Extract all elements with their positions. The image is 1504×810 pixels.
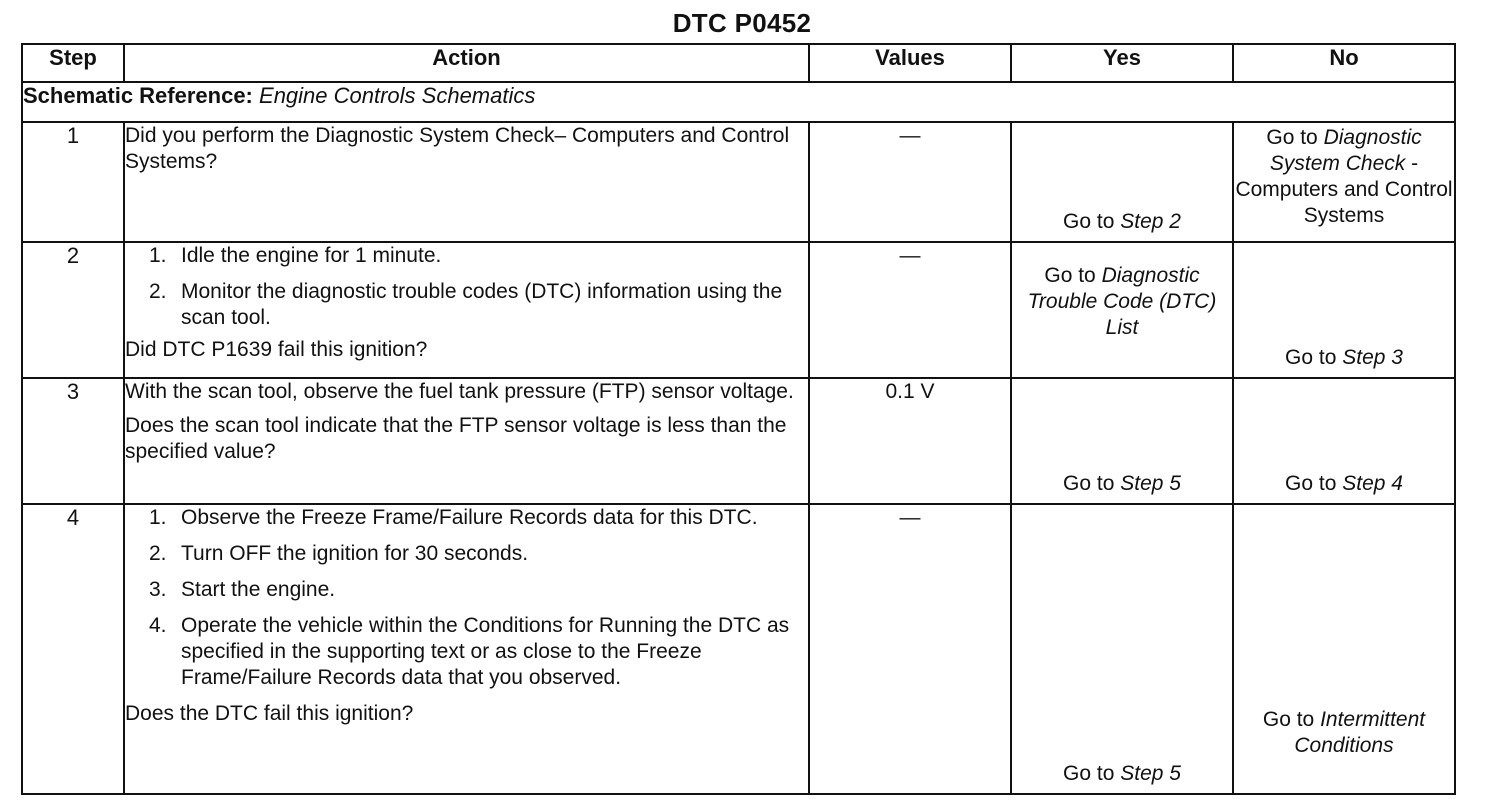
- table-row: [22, 122, 1455, 242]
- value-cell: —: [809, 242, 1011, 378]
- action-cell: [124, 504, 809, 794]
- list-item: 3. Start the engine.: [149, 578, 336, 601]
- no-cell: [1233, 504, 1455, 794]
- value-cell: —: [809, 504, 1011, 794]
- question-text: Did DTC P1639 fail this ignition?: [125, 338, 428, 361]
- no-cell: [1233, 378, 1455, 504]
- no-link[interactable]: Intermittent Conditions: [1294, 708, 1426, 757]
- yes-link[interactable]: Step 2: [1120, 210, 1181, 233]
- no-link[interactable]: Step 4: [1342, 472, 1403, 495]
- step-number: 2: [22, 242, 124, 378]
- no-cell: [1233, 242, 1455, 378]
- step-number: 1: [22, 122, 124, 242]
- header-step: Step: [22, 44, 124, 82]
- no-suffix: - Computers and Control Systems: [1235, 152, 1453, 227]
- yes-link[interactable]: Step 5: [1120, 762, 1181, 785]
- step-number: 4: [22, 504, 124, 794]
- action-text: Did you perform the Diagnostic System Check– Computers and Control Systems?: [125, 124, 790, 173]
- no-link[interactable]: Diagnostic System Check: [1269, 126, 1422, 175]
- substep-text: Start the engine.: [181, 578, 336, 601]
- header-values: Values: [809, 44, 1011, 82]
- substep-list: [125, 505, 808, 691]
- yes-cell: [1011, 378, 1233, 504]
- yes-prefix: Go to: [1063, 210, 1115, 233]
- substep-text: Idle the engine for 1 minute.: [181, 244, 442, 267]
- table-header-row: [22, 44, 1455, 82]
- list-item: 2. Monitor the diagnostic trouble codes (DTC) information using the scan tool.: [149, 280, 783, 329]
- yes-link[interactable]: Diagnostic Trouble Code (DTC) List: [1027, 264, 1217, 339]
- header-action: Action: [124, 44, 809, 82]
- yes-prefix: Go to: [1063, 472, 1115, 495]
- action-cell: [124, 378, 809, 504]
- substep-text: Observe the Freeze Frame/Failure Records data for this DTC.: [181, 506, 758, 529]
- no-prefix: Go to: [1266, 126, 1318, 149]
- yes-cell: [1011, 242, 1233, 378]
- table-row: [22, 504, 1455, 794]
- substep-text: Operate the vehicle within the Conditions for Running the DTC as specified in the supporting text or as close to the Freeze Frame/Failure Records data that you observed.: [181, 614, 790, 689]
- no-cell: [1233, 122, 1455, 242]
- table-row: [22, 242, 1455, 378]
- yes-prefix: Go to: [1044, 264, 1096, 287]
- diagnostic-table: [21, 43, 1456, 795]
- value-cell: 0.1 V: [809, 378, 1011, 504]
- value-cell: —: [809, 122, 1011, 242]
- schematic-label: Schematic Reference:: [23, 83, 253, 108]
- header-no: No: [1233, 44, 1455, 82]
- list-item: 1. Observe the Freeze Frame/Failure Records data for this DTC.: [149, 506, 758, 529]
- list-item: 4. Operate the vehicle within the Conditions for Running the DTC as specified in the supporting text or as close to the Freeze Frame/Failure Records data that you observed.: [149, 614, 790, 689]
- header-yes: Yes: [1011, 44, 1233, 82]
- action-cell: [124, 242, 809, 378]
- table-row: [22, 378, 1455, 504]
- action-text: With the scan tool, observe the fuel tank pressure (FTP) sensor voltage.: [125, 380, 794, 403]
- no-prefix: Go to: [1262, 708, 1315, 731]
- list-item: 2. Turn OFF the ignition for 30 seconds.: [149, 542, 529, 565]
- schematic-row: [22, 82, 1455, 122]
- substep-text: Monitor the diagnostic trouble codes (DTC) information using the scan tool.: [181, 280, 783, 329]
- no-link[interactable]: Step 3: [1342, 346, 1403, 369]
- no-prefix: Go to: [1285, 472, 1337, 495]
- list-item: 1. Idle the engine for 1 minute.: [149, 244, 442, 267]
- schematic-reference: [22, 82, 1455, 122]
- yes-prefix: Go to: [1063, 762, 1115, 785]
- schematic-link[interactable]: Engine Controls Schematics: [259, 83, 536, 108]
- step-number: 3: [22, 378, 124, 504]
- yes-cell: [1011, 504, 1233, 794]
- no-prefix: Go to: [1285, 346, 1337, 369]
- document-title: DTC P0452: [672, 8, 812, 38]
- question-text: Does the scan tool indicate that the FTP sensor voltage is less than the specified value?: [125, 414, 787, 463]
- yes-link[interactable]: Step 5: [1120, 472, 1181, 495]
- question-text: Does the DTC fail this ignition?: [125, 702, 414, 725]
- yes-cell: [1011, 122, 1233, 242]
- action-cell: [124, 122, 809, 242]
- substep-list: [125, 243, 808, 331]
- substep-text: Turn OFF the ignition for 30 seconds.: [181, 542, 529, 565]
